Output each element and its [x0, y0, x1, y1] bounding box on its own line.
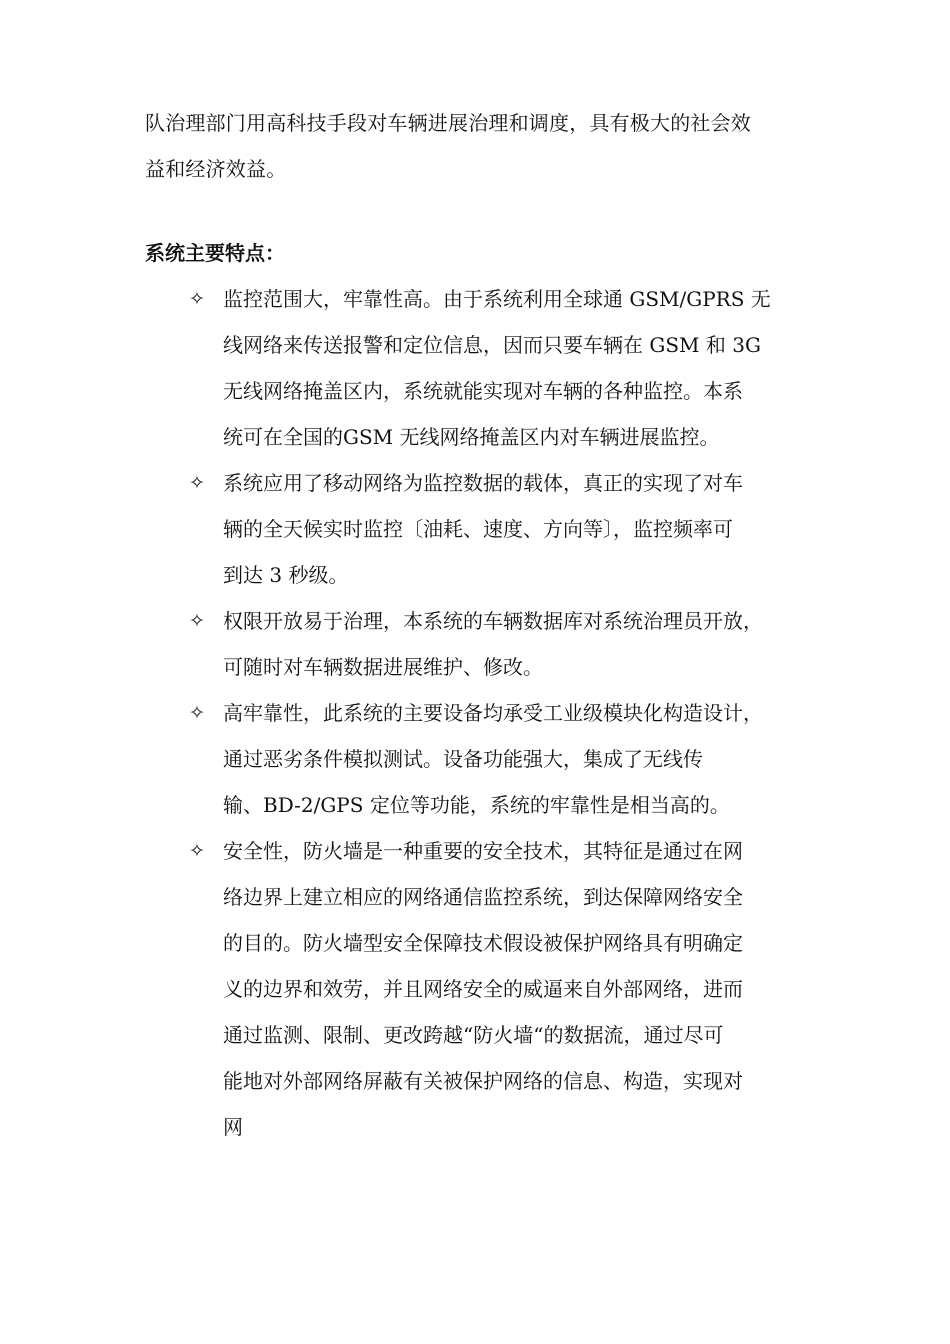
feature-line: 辆的全天候实时监控〔油耗、速度、方向等〕，监控频率可 [223, 517, 733, 541]
section-heading: 系统主要特点： [145, 241, 285, 265]
feature-line: 到达 3 秒级。 [223, 563, 349, 587]
feature-line: 监控范围大，牢靠性高。由于系统利用全球通 GSM/GPRS 无 [223, 287, 771, 311]
feature-item [185, 828, 825, 1150]
feature-item [185, 276, 825, 460]
bullet-diamond-icon: ✧ [189, 288, 205, 310]
feature-line: 通过恶劣条件模拟测试。设备功能强大，集成了无线传 [223, 747, 703, 771]
feature-line: 线网络来传送报警和定位信息，因而只要车辆在 GSM 和 3G [223, 333, 761, 357]
feature-line: 能地对外部网络屏蔽有关被保护网络的信息、构造，实现对 [223, 1069, 743, 1093]
feature-line: 输、BD-2/GPS 定位等功能，系统的牢靠性是相当高的。 [223, 793, 730, 817]
feature-line: 权限开放易于治理，本系统的车辆数据库对系统治理员开放， [223, 609, 763, 633]
feature-line: 无线网络掩盖区内，系统就能实现对车辆的各种监控。本系 [223, 379, 743, 403]
feature-list [185, 276, 825, 1150]
bullet-diamond-icon: ✧ [189, 610, 205, 632]
bullet-diamond-icon: ✧ [189, 702, 205, 724]
bullet-diamond-icon: ✧ [189, 840, 205, 862]
feature-line: 系统应用了移动网络为监控数据的载体，真正的实现了对车 [223, 471, 743, 495]
feature-item [185, 598, 825, 690]
feature-line: 网 [223, 1115, 243, 1139]
feature-line: 通过监测、限制、更改跨越“防火墙“的数据流，通过尽可 [223, 1023, 724, 1047]
intro-line: 益和经济效益。 [145, 157, 287, 181]
feature-line: 络边界上建立相应的网络通信监控系统，到达保障网络安全 [223, 885, 743, 909]
feature-item [185, 690, 825, 828]
intro-line: 队治理部门用高科技手段对车辆进展治理和调度，具有极大的社会效 [145, 111, 751, 135]
feature-line: 的目的。防火墙型安全保障技术假设被保护网络具有明确定 [223, 931, 743, 955]
feature-line: 义的边界和效劳，并且网络安全的威逼来自外部网络，进而 [223, 977, 743, 1001]
feature-line: 安全性，防火墙是一种重要的安全技术，其特征是通过在网 [223, 839, 743, 863]
intro-paragraph [145, 100, 815, 192]
feature-line: 统可在全国的GSM 无线网络掩盖区内对车辆进展监控。 [223, 425, 720, 449]
feature-line: 高牢靠性，此系统的主要设备均承受工业级模块化构造设计， [223, 701, 763, 725]
bullet-diamond-icon: ✧ [189, 472, 205, 494]
feature-line: 可随时对车辆数据进展维护、修改。 [223, 655, 543, 679]
feature-item [185, 460, 825, 598]
